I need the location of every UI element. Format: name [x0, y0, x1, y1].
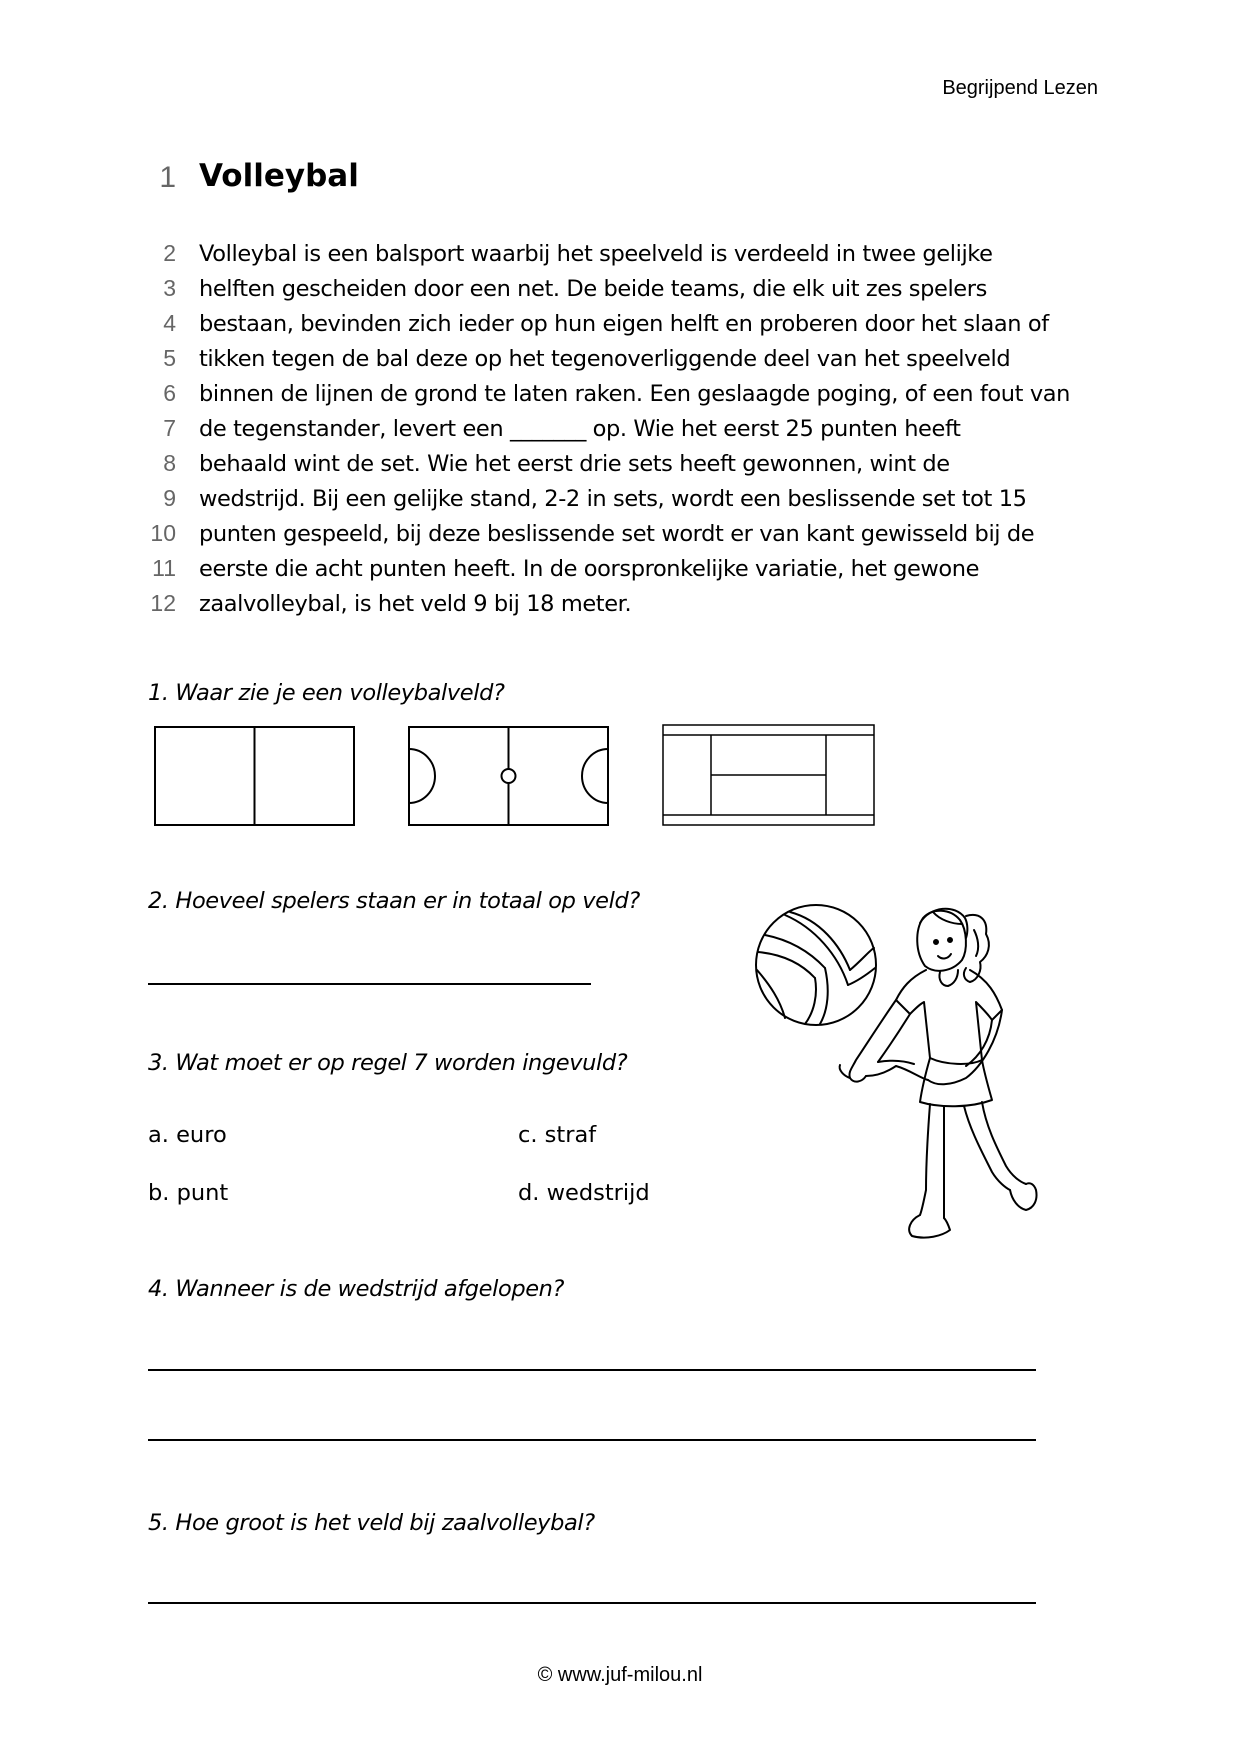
text-line: [136, 306, 1126, 341]
text-line: [136, 376, 1126, 411]
line-number: 7: [163, 415, 176, 441]
option-b[interactable]: b. punt: [148, 1180, 229, 1206]
line-text: de tegenstander, levert een _______ op. Wie het eerst 25 punten heeft: [199, 415, 961, 442]
volleyball-player-illustration: [730, 890, 1040, 1260]
option-d[interactable]: d. wedstrijd: [518, 1180, 650, 1206]
line-text: behaald wint de set. Wie het eerst drie sets heeft gewonnen, wint de: [199, 450, 950, 477]
line-text: eerste die acht punten heeft. In de oorspronkelijke variatie, het gewone: [199, 555, 980, 582]
line-number: 9: [163, 485, 176, 511]
text-line: [136, 271, 1126, 306]
option-a[interactable]: a. euro: [148, 1122, 227, 1148]
text-line: [136, 236, 1126, 271]
line-text: binnen de lijnen de grond te laten raken. Een geslaagde poging, of een fout van: [199, 380, 1070, 407]
line-number: 2: [163, 240, 176, 266]
volleyball-icon: [756, 905, 876, 1025]
line-number: 11: [152, 555, 176, 581]
header-label: Begrijpend Lezen: [942, 77, 1098, 99]
text-line: [136, 551, 1126, 586]
line-text: Volleybal is een balsport waarbij het speelveld is verdeeld in twee gelijke: [199, 240, 993, 267]
line-number: 3: [163, 275, 176, 301]
court-volleyball-icon[interactable]: [153, 725, 356, 827]
line-number: 12: [150, 590, 176, 616]
line-text: wedstrijd. Bij een gelijke stand, 2-2 in sets, wordt een beslissende set tot 15: [199, 485, 1027, 512]
text-line: [136, 446, 1126, 481]
footer-copyright: © www.juf-milou.nl: [537, 1664, 703, 1686]
option-c[interactable]: c. straf: [518, 1122, 597, 1148]
line-text: tikken tegen de bal deze op het tegenoverliggende deel van het speelveld: [199, 345, 1011, 372]
line-number: 5: [163, 345, 176, 371]
question-4: 4. Wanneer is de wedstrijd afgelopen?: [148, 1276, 565, 1302]
line-text: helften gescheiden door een net. De beide teams, die elk uit zes spelers: [199, 275, 987, 302]
text-line: [136, 481, 1126, 516]
reading-text: [136, 236, 1126, 621]
line-text: zaalvolleybal, is het veld 9 bij 18 meter.: [199, 590, 632, 617]
court-handball-icon[interactable]: [407, 725, 610, 827]
answer-line-q5[interactable]: [148, 1602, 1036, 1604]
answer-line-q4-1[interactable]: [148, 1369, 1036, 1371]
text-line: [136, 586, 1126, 621]
line-number: 10: [150, 520, 176, 546]
line-number: 6: [163, 380, 176, 406]
question-1: 1. Waar zie je een volleybalveld?: [148, 680, 505, 706]
line-number: 4: [163, 310, 176, 336]
question-3: 3. Wat moet er op regel 7 worden ingevuld?: [148, 1050, 628, 1076]
title-line-number: 1: [159, 161, 176, 194]
court-tennis-icon[interactable]: [661, 723, 876, 827]
question-2: 2. Hoeveel spelers staan er in totaal op veld?: [148, 888, 640, 914]
question-5: 5. Hoe groot is het veld bij zaalvolleybal?: [148, 1510, 595, 1536]
answer-line-q4-2[interactable]: [148, 1439, 1036, 1441]
page-title: Volleybal: [199, 158, 359, 194]
line-text: bestaan, bevinden zich ieder op hun eigen helft en proberen door het slaan of: [199, 310, 1049, 337]
text-line: [136, 516, 1126, 551]
line-text: punten gespeeld, bij deze beslissende set wordt er van kant gewisseld bij de: [199, 520, 1035, 547]
text-line: [136, 411, 1126, 446]
text-line: [136, 341, 1126, 376]
line-number: 8: [163, 450, 176, 476]
answer-line-q2[interactable]: [148, 983, 591, 985]
